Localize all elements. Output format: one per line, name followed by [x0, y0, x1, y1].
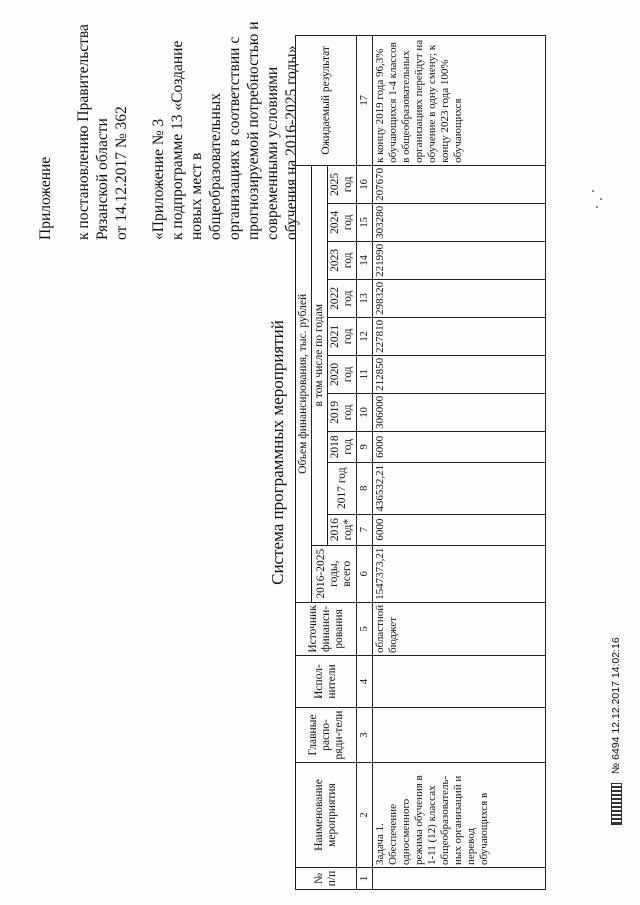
year-amount: 298320	[373, 279, 546, 317]
col-admin-header: Главные распо-ряди-тели	[296, 708, 357, 763]
col-total-header: 2016-2025 годы, всего	[312, 545, 357, 602]
col-funding-header: Объем финансирования, тыс. рублей	[296, 165, 312, 602]
year-header: 2018 год	[328, 431, 357, 462]
column-number: 10	[357, 393, 373, 431]
year-header: 2019 год	[328, 393, 357, 431]
column-number: 16	[357, 165, 373, 203]
column-number: 7	[357, 514, 373, 545]
header-block	[36, 20, 301, 240]
year-header: 2024 год	[328, 203, 357, 241]
program-measures-table	[295, 35, 546, 890]
main-administrator	[373, 708, 546, 763]
year-amount: 6000	[373, 514, 546, 545]
year-amount: 221990	[373, 241, 546, 279]
column-number: 8	[357, 462, 373, 514]
year-header: 2022 год	[328, 279, 357, 317]
col-source-header: Источник финанси-рования	[296, 602, 357, 655]
year-amount: 227810	[373, 317, 546, 355]
column-number: 3	[357, 708, 373, 763]
year-amount: 436532,21	[373, 462, 546, 514]
table-row	[373, 35, 546, 889]
decree-line: к постановлению Правительства	[75, 24, 92, 240]
page-title: Система программных мероприятий	[268, 320, 287, 585]
column-number: 1	[357, 868, 373, 890]
stamp-text: № 6494 12.12.2017 14:02:16	[610, 637, 622, 775]
column-number: 14	[357, 241, 373, 279]
year-header: 2025 год	[328, 165, 357, 203]
decree-line: от 14.12.2017 № 362	[113, 106, 130, 240]
funding-source: областной бюджет	[373, 602, 546, 655]
column-number: 4	[357, 656, 373, 708]
column-number: 6	[357, 545, 373, 602]
column-number: 17	[357, 35, 373, 165]
measure-name: Задача 1. Обеспечение односменного режима обучения в 1-11 (12) классах общеобразователь-ных организаций и перевод обучающихся в	[373, 763, 546, 868]
year-amount: 6000	[373, 431, 546, 462]
year-amount: 207670	[373, 165, 546, 203]
year-header: 2023 год	[328, 241, 357, 279]
column-number: 12	[357, 317, 373, 355]
row-number	[373, 868, 546, 890]
col-no-header: № п/п	[296, 868, 357, 890]
year-header: 2016 год*	[328, 514, 357, 545]
col-exec-header: Испол-нители	[296, 656, 357, 708]
ref-line: «Приложение № 3	[150, 118, 167, 240]
year-header: 2021 год	[328, 317, 357, 355]
column-number: 5	[357, 602, 373, 655]
col-by-year-header: в том числе по годам	[312, 165, 328, 545]
decree-line: Рязанской области	[94, 118, 111, 240]
column-number: 11	[357, 355, 373, 393]
scan-speck	[600, 198, 602, 200]
column-number: 15	[357, 203, 373, 241]
column-number: 13	[357, 279, 373, 317]
col-name-header: Наименование мероприятия	[296, 763, 357, 868]
ref-line: к подпрограмме 13 «Создание новых мест в общеобразовательных организациях в соответствии с прогнозируемой потребностью и современными условиями обучения на 2016-2025 годы»	[169, 21, 300, 240]
year-header: 2020 год	[328, 355, 357, 393]
year-amount: 303280	[373, 203, 546, 241]
registration-stamp	[610, 637, 622, 825]
expected-result: к концу 2019 года 96,3% обучающихся 1-4 классов в общеобразовательных организациях перейдут на обучение в одну смену; к концу 2023 года 100% обучающихся	[373, 35, 546, 165]
scan-speck	[592, 190, 594, 192]
year-amount: 306000	[373, 393, 546, 431]
appendix-title: Приложение	[37, 156, 54, 240]
year-header: 2017 год	[328, 462, 357, 514]
column-number: 2	[357, 763, 373, 868]
scan-speck	[596, 206, 598, 208]
executor	[373, 656, 546, 708]
stamp-logo-icon	[611, 783, 622, 825]
col-result-header: Ожидаемый результат	[296, 35, 357, 165]
year-amount: 212850	[373, 355, 546, 393]
total-amount: 1547373,21	[373, 545, 546, 602]
column-numbers-row	[357, 35, 373, 889]
column-number: 9	[357, 431, 373, 462]
